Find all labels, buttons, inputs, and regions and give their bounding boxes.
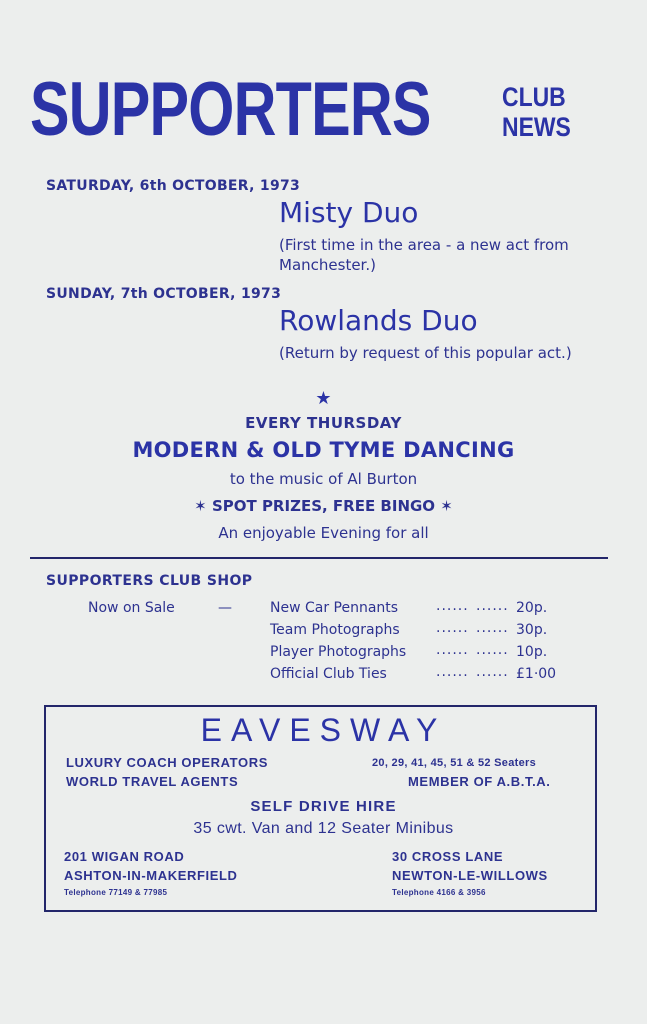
shop-item-price: 30p. [516, 622, 548, 638]
leader-dots: ...... [476, 598, 509, 614]
leader-dots: ...... [436, 664, 469, 680]
shop-title: SUPPORTERS CLUB SHOP [46, 573, 253, 589]
advert-right-line-2: MEMBER OF A.B.T.A. [408, 774, 551, 789]
phone-left: Telephone 77149 & 77985 [64, 888, 168, 897]
shop-item-price: £1·00 [516, 666, 557, 682]
music-line: to the music of Al Burton [229, 470, 418, 488]
club-news-title [502, 82, 571, 142]
leader-dots: ...... [476, 620, 509, 636]
leader-dots: ...... [436, 598, 469, 614]
address-left-line-1: 201 WIGAN ROAD [64, 849, 185, 864]
shop-dash: — [218, 600, 232, 616]
shop-item [270, 644, 560, 666]
supporters-title: SUPPORTERS [30, 67, 431, 152]
shop-item-name: Team Photographs [270, 622, 400, 638]
prizes-line [0, 497, 647, 515]
event-act-2: Rowlands Duo [279, 304, 478, 337]
event-note-1: (First time in the area - a new act from Manchester.) [279, 236, 569, 274]
van-line: 35 cwt. Van and 12 Seater Minibus [193, 820, 454, 837]
shop-list [270, 600, 560, 688]
address-left-line-2: ASHTON-IN-MAKERFIELD [64, 868, 238, 883]
event-date-2: SUNDAY, 7th OCTOBER, 1973 [46, 286, 282, 302]
shop-item [270, 622, 560, 644]
self-drive-heading: SELF DRIVE HIRE [250, 798, 397, 815]
address-right-line-2: NEWTON-LE-WILLOWS [392, 868, 548, 883]
club-word: CLUB [502, 82, 566, 112]
advert-left-line-2: WORLD TRAVEL AGENTS [66, 774, 239, 789]
advert-left-line-1: LUXURY COACH OPERATORS [66, 755, 268, 770]
news-word: NEWS [502, 112, 571, 142]
shop-label: Now on Sale [88, 600, 175, 616]
divider [30, 557, 608, 559]
prizes-text: SPOT PRIZES, FREE BINGO [211, 497, 436, 515]
shop-item-price: 10p. [516, 644, 548, 660]
evening-line: An enjoyable Evening for all [218, 524, 429, 542]
address-right-line-1: 30 CROSS LANE [392, 849, 504, 864]
asterisk-icon: ✶ [194, 497, 207, 515]
event-note-2: (Return by request of this popular act.) [279, 344, 572, 362]
thursday-heading: EVERY THURSDAY [245, 414, 402, 432]
phone-right: Telephone 4166 & 3956 [392, 888, 486, 897]
leader-dots: ...... [436, 642, 469, 658]
shop-item-name: Player Photographs [270, 644, 407, 660]
event-act-1: Misty Duo [279, 196, 419, 229]
shop-item-price: 20p. [516, 600, 548, 616]
event-date-1: SATURDAY, 6th OCTOBER, 1973 [46, 178, 301, 194]
asterisk-icon: ✶ [440, 497, 453, 515]
shop-item-name: Official Club Ties [270, 666, 387, 682]
shop-item-name: New Car Pennants [270, 600, 399, 616]
leader-dots: ...... [436, 620, 469, 636]
shop-item [270, 666, 560, 688]
leader-dots: ...... [476, 642, 509, 658]
advert-title: EAVESWAY [200, 712, 447, 748]
advert-right-line-1: 20, 29, 41, 45, 51 & 52 Seaters [372, 757, 537, 769]
dancing-title: MODERN & OLD TYME DANCING [132, 438, 515, 462]
star-icon: ★ [315, 388, 332, 409]
shop-item [270, 600, 560, 622]
leader-dots: ...... [476, 664, 509, 680]
